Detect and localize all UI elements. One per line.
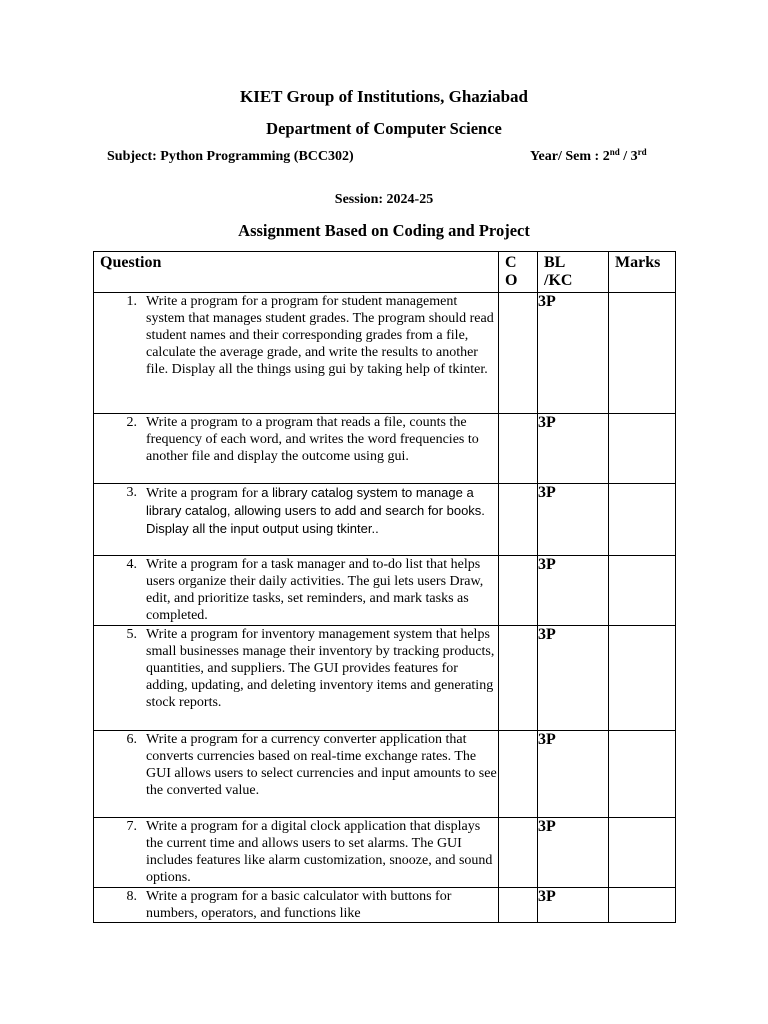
question-header: Question <box>94 252 499 293</box>
bl-cell: 3P <box>538 484 609 556</box>
question-number: 8. <box>126 889 137 904</box>
question-text: a library catalog system to manage a library catalog, allowing users to add and search for books. Display all the input output using tkinter.. <box>146 485 485 536</box>
table-row <box>94 626 676 731</box>
question-number: 1. <box>126 294 137 309</box>
question-cell <box>94 626 499 731</box>
table-row <box>94 888 676 923</box>
year-sem-text: Year/ Sem : 2 <box>530 149 610 164</box>
table-row <box>94 414 676 484</box>
table-row <box>94 556 676 626</box>
bl-cell: 3P <box>538 556 609 626</box>
question-text-prefix: Write a program for <box>146 486 262 501</box>
bl-cell: 3P <box>538 626 609 731</box>
co-cell <box>499 556 538 626</box>
question-text: Write a program for a basic calculator with buttons for numbers, operators, and functions like <box>146 889 452 921</box>
co-cell <box>499 818 538 888</box>
question-cell <box>94 556 499 626</box>
year-sem-separator: / 3 <box>619 149 638 164</box>
marks-cell <box>609 556 676 626</box>
bl-cell: 3P <box>538 888 609 923</box>
question-text: Write a program for a program for student management system that manages student grades. The program should read student names and their corresponding grades from a file, calculate the average grade, and write the results to another file. Display all the things using gui by taking help of tkinter. <box>146 294 494 377</box>
question-cell <box>94 484 499 556</box>
question-cell <box>94 293 499 414</box>
question-number: 6. <box>126 732 137 747</box>
marks-cell <box>609 626 676 731</box>
table-row <box>94 818 676 888</box>
marks-header: Marks <box>609 252 676 293</box>
co-cell <box>499 888 538 923</box>
co-cell <box>499 626 538 731</box>
table-row <box>94 484 676 556</box>
question-text: Write a program for inventory management system that helps small businesses manage their inventory by tracking products, quantities, and suppliers. The GUI provides features for adding, updating, and deleting inventory items and generating stock reports. <box>146 627 495 710</box>
marks-cell <box>609 414 676 484</box>
question-number: 7. <box>126 819 137 834</box>
co-cell <box>499 414 538 484</box>
co-header-line1: C <box>505 254 517 271</box>
question-text: Write a program for a currency converter application that converts currencies based on real-time exchange rates. The GUI allows users to select currencies and input amounts to see the converted value. <box>146 732 497 798</box>
marks-cell <box>609 293 676 414</box>
bl-header-line2: /KC <box>544 272 573 289</box>
table-header-row <box>94 252 676 293</box>
table-row <box>94 293 676 414</box>
sem-superscript: rd <box>637 147 647 157</box>
co-cell <box>499 731 538 818</box>
marks-cell <box>609 731 676 818</box>
co-header-line2: O <box>505 272 518 289</box>
marks-cell <box>609 484 676 556</box>
marks-cell <box>609 888 676 923</box>
question-cell <box>94 888 499 923</box>
institution-title: KIET Group of Institutions, Ghaziabad <box>240 87 528 106</box>
bl-header <box>538 252 609 293</box>
subject-label: Subject: Python Programming (BCC302) <box>107 149 354 164</box>
question-number: 4. <box>126 557 137 572</box>
co-cell <box>499 293 538 414</box>
marks-cell <box>609 818 676 888</box>
question-text: Write a program for a task manager and to-do list that helps users organize their daily activities. The gui lets users Draw, edit, and prioritize tasks, set reminders, and mark tasks as completed. <box>146 557 484 623</box>
question-text: Write a program to a program that reads a file, counts the frequency of each word, and writes the word frequencies to another file and display the outcome using gui. <box>146 415 479 464</box>
department-title: Department of Computer Science <box>266 119 502 138</box>
year-superscript: nd <box>609 147 620 157</box>
question-cell <box>94 731 499 818</box>
bl-cell: 3P <box>538 293 609 414</box>
question-cell <box>94 414 499 484</box>
table-row <box>94 731 676 818</box>
bl-cell: 3P <box>538 731 609 818</box>
question-cell <box>94 818 499 888</box>
year-sem-label <box>530 149 647 165</box>
co-cell <box>499 484 538 556</box>
assignment-title: Assignment Based on Coding and Project <box>238 221 530 240</box>
question-table <box>93 251 676 923</box>
question-text: Write a program for a digital clock application that displays the current time and allows users to set alarms. The GUI includes features like alarm customization, snooze, and sound options. <box>146 819 493 885</box>
question-number: 3. <box>126 485 137 500</box>
bl-cell: 3P <box>538 818 609 888</box>
bl-cell: 3P <box>538 414 609 484</box>
co-header <box>499 252 538 293</box>
question-text-block <box>137 484 498 538</box>
session-label: Session: 2024-25 <box>334 192 434 207</box>
bl-header-line1: BL <box>544 254 566 271</box>
question-number: 5. <box>126 627 137 642</box>
question-number: 2. <box>126 415 137 430</box>
